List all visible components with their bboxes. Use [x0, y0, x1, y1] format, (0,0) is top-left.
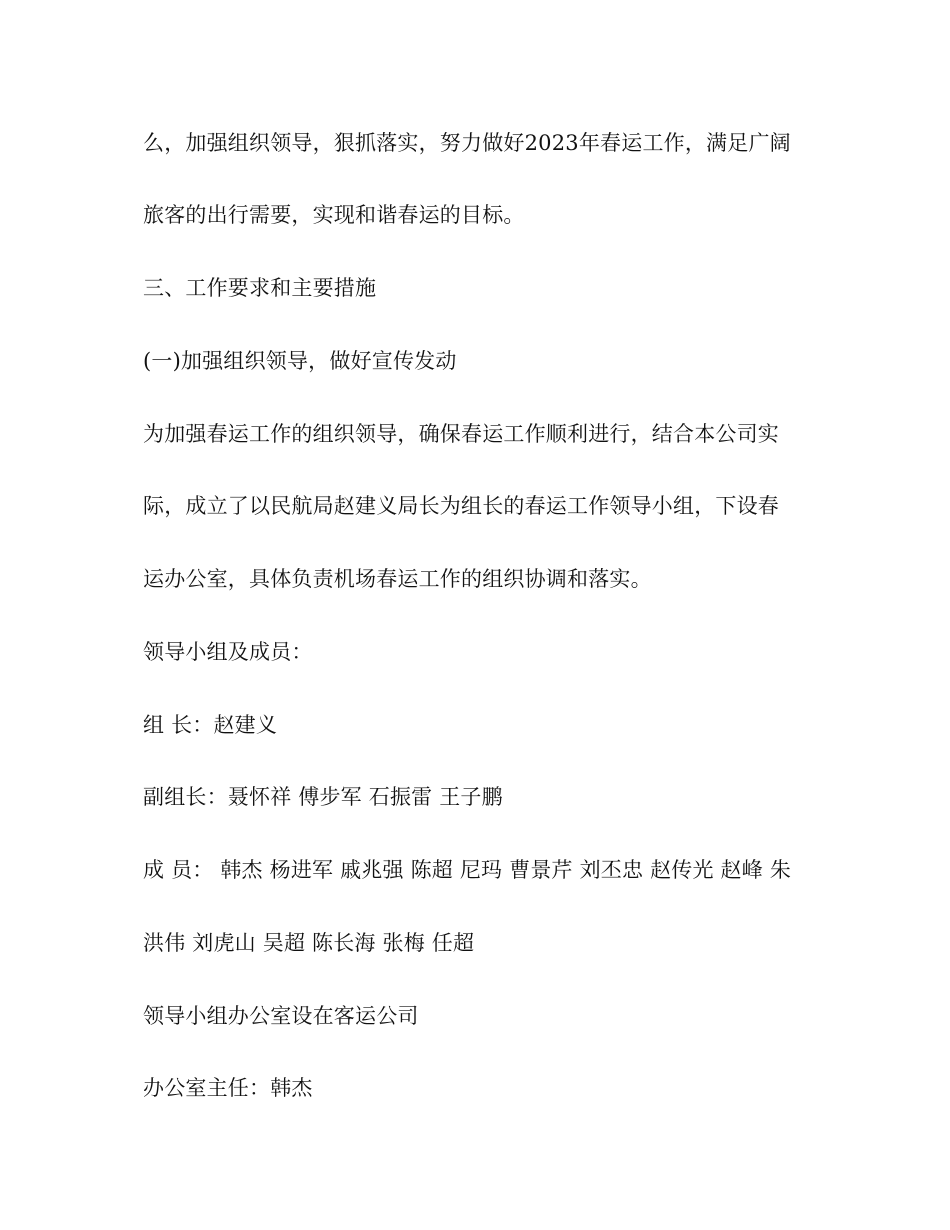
- section-heading: 三、工作要求和主要措施: [143, 276, 377, 300]
- subsection-heading: (一)加强组织领导，做好宣传发动: [143, 349, 457, 373]
- members-line-2: 洪伟 刘虎山 吴超 陈长海 张梅 任超: [143, 931, 475, 955]
- deputy-leaders-line: 副组长：聂怀祥 傅步军 石振雷 王子鹏: [143, 785, 503, 809]
- office-location-line: 领导小组办公室设在客运公司: [143, 1004, 419, 1028]
- members-heading: 领导小组及成员：: [143, 640, 313, 664]
- paragraph-line-1: 么，加强组织领导，狠抓落实，努力做好2023年春运工作，满足广阔: [143, 131, 791, 155]
- paragraph-line-3: 为加强春运工作的组织领导，确保春运工作顺利进行，结合本公司实: [143, 422, 779, 446]
- paragraph-line-2: 旅客的出行需要，实现和谐春运的目标。: [143, 203, 525, 227]
- members-line-1: 成 员： 韩杰 杨进军 戚兆强 陈超 尼玛 曹景芹 刘丕忠 赵传光 赵峰 朱: [143, 858, 792, 882]
- leader-line: 组 长：赵建义: [143, 713, 278, 737]
- paragraph-line-5: 运办公室，具体负责机场春运工作的组织协调和落实。: [143, 567, 652, 591]
- paragraph-line-4: 际，成立了以民航局赵建义局长为组长的春运工作领导小组，下设春: [143, 494, 779, 518]
- office-director-line: 办公室主任：韩杰: [143, 1076, 313, 1100]
